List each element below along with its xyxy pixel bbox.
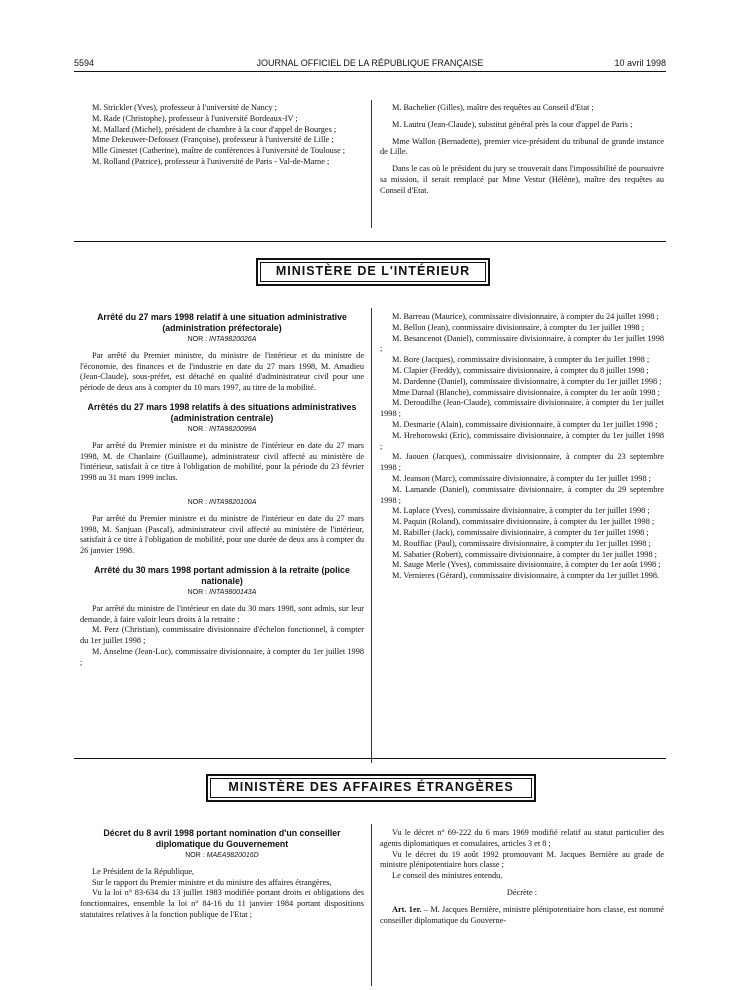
nor-code: MAEA9820016D: [206, 852, 259, 859]
arrete-body: Par arrêté du Premier ministre, du ministre de l'intérieur et du ministre de l'économie, des finances et de l'industrie en date du 27 mars 1998, M. Amadieu (Jean-Claude), sous-préfet, est détaché en qualité d'administrateur civil pour une période de deux ans à compter du 10 mars 1997, au titre de la mobilité.: [80, 350, 364, 393]
retiree-entry: M. Barreau (Maurice), commissaire divisionnaire, à compter du 24 juillet 1998 ;: [392, 312, 659, 321]
arrete-body: Par arrêté du Premier ministre et du ministre de l'intérieur en date du 27 mars 1998, M. Sanjuan (Pascal), administrateur civil affecté au ministère de l'intérieur, satisfait à ce titre à l'obligation de mobilité, pour une durée de deux ans à compter du 26 janvier 1998.: [80, 513, 364, 556]
nor-code: INTA9820026A: [209, 336, 257, 343]
retiree-entry: M. Perz (Christian), commissaire divisionnaire d'échelon fonctionnel, à compter du 1er juillet 1998 ;: [80, 625, 364, 646]
retiree-entry: M. Hrehorowski (Eric), commissaire divisionnaire, à compter du 1er juillet 1998 ;: [380, 430, 664, 451]
jury-member: M. Bachelier (Gilles), maître des requêtes au Conseil d'Etat ;: [392, 103, 594, 112]
arrete-body: Par arrêté du ministre de l'intérieur en date du 30 mars 1998, sont admis, sur leur demande, à faire valoir leurs droits à la retraite :: [80, 603, 364, 624]
jury-member: Mme Dekeuwer-Defossez (Françoise), professeur à l'université de Lille ;: [92, 135, 334, 145]
retiree-entry: M. Laplace (Yves), commissaire divisionnaire, à compter du 1er juillet 1998 ;: [392, 506, 650, 516]
retiree-entry: M. Bellon (Jean), commissaire divisionnaire, à compter du 1er juillet 1998 ;: [392, 322, 645, 332]
decret-paragraph: Vu la loi n° 83-634 du 13 juillet 1983 modifiée portant droits et obligations des fonctionnaires, ensemble la loi n° 84-16 du 11 janvier 1984 portant dispositions statutaires relatives à la fonction publique de l'Etat ;: [80, 888, 364, 919]
nor-line: NOR : INTA9820026A: [187, 336, 257, 343]
decrete-heading: Décrète :: [506, 887, 538, 897]
retiree-entry: M. Jaouen (Jacques), commissaire divisionnaire, à compter du 23 septembre 1998 ;: [380, 452, 664, 473]
interieur-left-column: [80, 312, 364, 669]
top-right-column: [380, 103, 664, 197]
ministry-affaires-etrangeres-heading: MINISTÈRE DES AFFAIRES ÉTRANGÈRES: [206, 774, 536, 802]
retiree-entry: M. Rouffiac (Paul), commissaire divisionnaire, à compter du 1er juillet 1998 ;: [392, 538, 651, 548]
nor-line: NOR : INTA9820100A: [187, 498, 257, 506]
nor-line: NOR : INTA9800143A: [187, 588, 257, 596]
affaires-right-column: [380, 828, 664, 926]
section-rule: [74, 758, 666, 759]
jury-member: M. Lautru (Jean-Claude), substitut général près la cour d'appel de Paris ;: [392, 119, 633, 129]
decret-paragraph: Le Président de la République,: [92, 866, 195, 876]
decret-paragraph: Sur le rapport du Premier ministre et du ministre des affaires étrangères,: [92, 877, 332, 887]
affaires-left-column: [80, 828, 364, 921]
jury-member: M. Mallard (Michel), président de chambre à la cour d'appel de Bourges ;: [92, 124, 337, 134]
retiree-entry: M. Jeanson (Marc), commissaire divisionnaire, à compter du 1er juillet 1998 ;: [392, 473, 651, 483]
section-rule: [74, 241, 666, 242]
column-divider: [371, 308, 372, 763]
nor-code: INTA9820099A: [209, 425, 257, 433]
jury-member: M. Rade (Christophe), professeur à l'université Bordeaux-IV ;: [92, 113, 298, 123]
retiree-entry: M. Rabiller (Jack), commissaire divisionnaire, à compter du 1er juillet 1998 ;: [392, 527, 649, 537]
article-text: – M. Jacques Bernière, ministre plénipotentiaire hors classe, est nommé conseiller diplomatique du Gouverne-: [380, 904, 664, 925]
retiree-entry: M. Besancenot (Daniel), commissaire divisionnaire, à compter du 1er juillet 1998 ;: [380, 333, 664, 354]
arrete-title: Arrêté du 27 mars 1998 relatif à une situation administrative (administration préfectorale): [97, 312, 347, 333]
retiree-entry: M. Anselme (Jean-Luc), commissaire divisionnaire, à compter du 1er juillet 1998 ;: [80, 646, 364, 667]
column-divider: [371, 824, 372, 986]
arrete-title: Arrêtés du 27 mars 1998 relatifs à des situations administratives (administration centrale): [87, 401, 357, 423]
retiree-entry: M. Sauge Merle (Yves), commissaire divisionnaire, à compter du 1er août 1998 ;: [392, 560, 661, 570]
retiree-entry: M. Clapier (Freddy), commissaire divisionnaire, à compter du 8 juillet 1998 ;: [392, 365, 649, 375]
article-label: Art. 1er.: [392, 904, 422, 914]
retiree-entry: M. Dardenne (Daniel), commissaire divisionnaire, à compter du 1er juillet 1998 ;: [392, 376, 662, 386]
retiree-entry: M. Deroudilhe (Jean-Claude), commissaire divisionnaire, à compter du 1er juillet 1998 ;: [380, 398, 664, 419]
article-1: [380, 905, 664, 927]
nor-line: NOR : MAEA9820016D: [185, 852, 259, 859]
column-divider: [371, 100, 372, 228]
retiree-entry: M. Bore (Jacques), commissaire divisionnaire, à compter du 1er juillet 1998 ;: [392, 355, 650, 365]
decret-paragraph: Vu le décret n° 69-222 du 6 mars 1969 modifié relatif au statut particulier des agents diplomatiques et consulaires, articles 3 et 8 ;: [380, 828, 664, 848]
retiree-entry: Mme Darnal (Blanche), commissaire divisionnaire, à compter du 1er août 1998 ;: [392, 387, 660, 397]
issue-date: 10 avril 1998: [614, 58, 666, 68]
decret-paragraph: Vu le décret du 19 août 1992 promouvant M. Jacques Bernière au grade de ministre plénipotentiaire hors classe ;: [380, 849, 664, 870]
page-header: [74, 58, 666, 72]
nor-code: INTA9820100A: [209, 498, 257, 506]
retiree-entry: M. Sabatier (Robert), commissaire divisionnaire, à compter du 1er juillet 1998 ;: [392, 549, 657, 559]
nor-code: INTA9800143A: [209, 588, 257, 596]
retiree-entry: M. Vernieres (Gérard), commissaire divisionnaire, à compter du 1er juillet 1998.: [392, 571, 660, 581]
jury-member: M. Strickler (Yves), professeur à l'université de Nancy ;: [92, 103, 277, 112]
page-number: 5594: [74, 58, 95, 68]
replacement-clause: Dans le cas où le président du jury se trouverait dans l'impossibilité de poursuivre sa mission, il serait remplacé par Mme Vestur (Hélène), maître des requêtes au Conseil d'Etat.: [380, 164, 664, 195]
arrete-body: Par arrêté du Premier ministre et du ministre de l'intérieur en date du 27 mars 1998, M. de Chanlaire (Guillaume), administrateur civil affecté au ministère de l'intérieur, satisfait à ce titre à l'obligation de mobilité, pour la période du 23 février 1998 au 31 mars 1999 inclus.: [80, 440, 364, 483]
jury-member: Mlle Ginestet (Catherine), maître de conférences à l'université de Toulouse ;: [92, 146, 346, 156]
retiree-entry: M. Paquin (Roland), commissaire divisionnaire, à compter du 1er juillet 1998 ;: [392, 517, 655, 527]
decret-title: Décret du 8 avril 1998 portant nomination d'un conseiller diplomatique du Gouvernement: [103, 828, 341, 849]
retiree-entry: M. Lamande (Daniel), commissaire divisionnaire, à compter du 29 septembre 1998 ;: [380, 484, 664, 505]
jury-member: M. Rolland (Patrice), professeur à l'université de Paris - Val-de-Marne ;: [92, 156, 330, 166]
ministry-interieur-heading: MINISTÈRE DE L'INTÉRIEUR: [256, 258, 490, 286]
top-left-column: [80, 103, 364, 168]
nor-line: NOR : INTA9820099A: [187, 425, 257, 433]
interieur-right-column: [380, 312, 664, 582]
decret-paragraph: Le conseil des ministres entendu,: [392, 871, 503, 881]
jury-member: Mme Wallon (Bernadette), premier vice-président du tribunal de grande instance de Lille.: [380, 136, 664, 157]
arrete-title: Arrêté du 30 mars 1998 portant admission à la retraite (police nationale): [94, 564, 350, 586]
journal-title: JOURNAL OFFICIEL DE LA RÉPUBLIQUE FRANÇAISE: [256, 58, 484, 68]
retiree-entry: M. Desmarie (Alain), commissaire divisionnaire, à compter du 1er juillet 1998 ;: [392, 419, 658, 429]
